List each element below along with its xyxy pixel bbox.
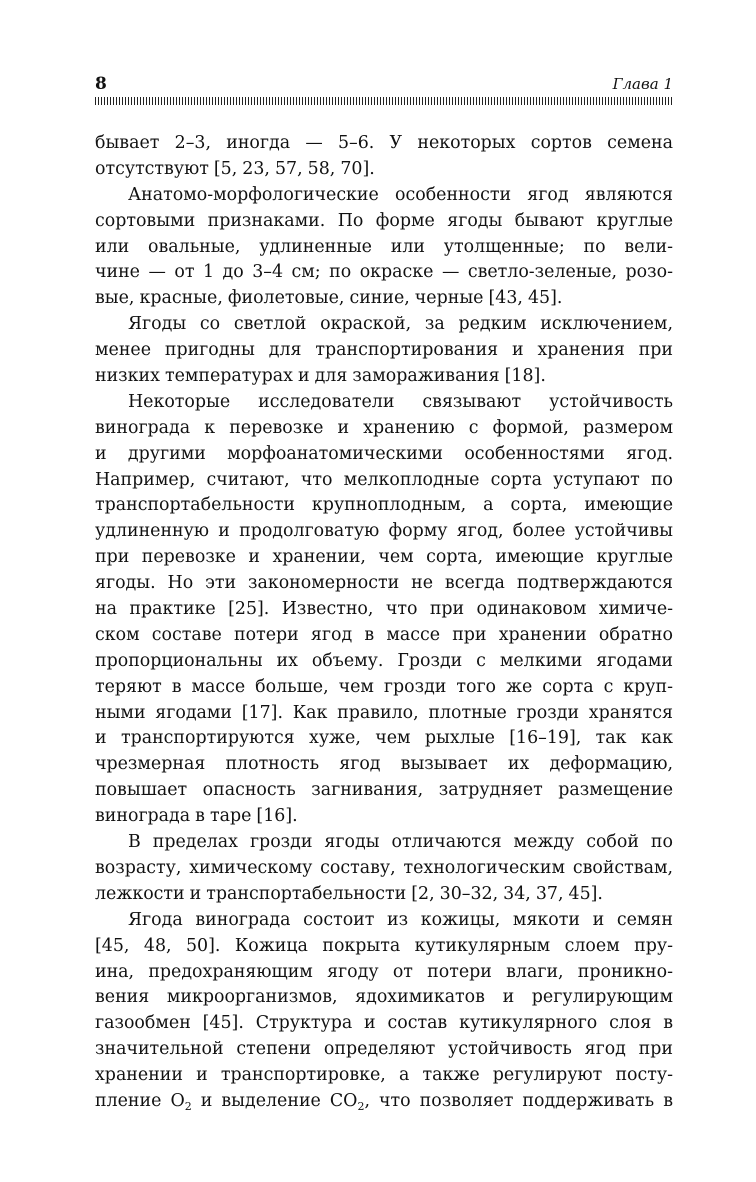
paragraph — [95, 312, 673, 390]
text-line: Анатомо-морфологические особенности ягод являются — [128, 184, 673, 205]
text-fragment: пление O — [95, 1090, 185, 1111]
paragraph — [95, 131, 673, 183]
text-line: винограда к перевозке и хранению с формой, размером — [95, 417, 673, 438]
paragraph — [95, 183, 673, 312]
text-fragment: , что позволяет поддерживать в — [364, 1090, 673, 1111]
body-text — [95, 131, 673, 1115]
text-line: вения микроорганизмов, ядохимикатов и регулирующим — [95, 987, 673, 1008]
text-line-chemical — [95, 1089, 673, 1115]
text-line: ными ягодами [17]. Как правило, плотные грозди хранятся — [95, 702, 673, 723]
paragraph — [95, 830, 673, 908]
text-line: Ягода винограда состоит из кожицы, мякоти и семян — [128, 909, 673, 930]
text-line: бывает 2–3, иногда — 5–6. У некоторых сортов семена — [95, 133, 673, 153]
text-line: Например, считают, что мелкоплодные сорта уступают по — [95, 469, 673, 490]
paragraph — [95, 390, 673, 830]
text-line: при перевозке и хранении, чем сорта, имеющие круглые — [95, 547, 673, 568]
page-number: 8 — [95, 74, 107, 94]
text-line: вые, красные, фиолетовые, синие, черные [43, 45]. — [95, 288, 563, 309]
header-rule — [95, 97, 673, 105]
text-line: чрезмерная плотность ягод вызывает их деформацию, — [95, 754, 673, 775]
text-line: и транспортируются хуже, чем рыхлые [16–19], так как — [95, 728, 673, 749]
running-title: Глава 1 — [612, 75, 673, 93]
text-line: лежкости и транспортабельности [2, 30–32, 34, 37, 45]. — [95, 883, 603, 904]
text-line: [45, 48, 50]. Кожица покрыта кутикулярным слоем пру- — [95, 935, 673, 956]
paragraph — [95, 908, 673, 1115]
text-line: менее пригодны для транспортирования и хранения при — [95, 340, 673, 361]
text-line: отсутствуют [5, 23, 57, 58, 70]. — [95, 158, 375, 179]
text-line: пропорциональны их объему. Грозди с мелкими ягодами — [95, 650, 673, 671]
text-line: на практике [25]. Известно, что при одинаковом химиче- — [95, 599, 673, 620]
text-fragment: и выделение CO — [191, 1090, 358, 1111]
text-line: возрасту, химическому составу, технологическим свойствам, — [95, 857, 673, 878]
text-line: низких температурах и для замораживания [18]. — [95, 366, 546, 387]
text-line: Ягоды со светлой окраской, за редким исключением, — [128, 314, 673, 335]
page-header — [95, 72, 673, 96]
text-line: газообмен [45]. Структура и состав кутикулярного слоя в — [95, 1013, 673, 1034]
text-line: и другими морфоанатомическими особенностями ягод. — [95, 443, 673, 464]
text-line: транспортабельности крупноплодным, а сорта, имеющие — [95, 495, 673, 516]
text-line: В пределах грозди ягоды отличаются между собой по — [128, 832, 673, 853]
text-line: повышает опасность загнивания, затрудняет размещение — [95, 780, 673, 801]
text-line: винограда в таре [16]. — [95, 806, 298, 827]
text-line: ском составе потери ягод в массе при хранении обратно — [95, 624, 673, 645]
text-line: теряют в массе больше, чем грозди того же сорта с круп- — [95, 676, 673, 697]
subscript: 2 — [357, 1099, 365, 1113]
text-line: хранении и транспортировке, а также регулируют посту- — [95, 1065, 673, 1086]
subscript: 2 — [184, 1099, 192, 1113]
book-page — [95, 72, 673, 1115]
text-line: или овальные, удлиненные или утолщенные; по вели- — [95, 236, 673, 257]
text-line: чине — от 1 до 3–4 см; по окраске — светло-зеленые, розо- — [95, 262, 673, 283]
text-line: ягоды. Но эти закономерности не всегда подтверждаются — [95, 573, 673, 594]
text-line: Некоторые исследователи связывают устойчивость — [128, 391, 673, 412]
text-line: удлиненную и продолговатую форму ягод, более устойчивы — [95, 521, 673, 542]
text-line: ина, предохраняющим ягоду от потери влаги, проникно- — [95, 961, 673, 982]
text-line: значительной степени определяют устойчивость ягод при — [95, 1039, 673, 1060]
text-line: сортовыми признаками. По форме ягоды бывают круглые — [95, 210, 673, 231]
